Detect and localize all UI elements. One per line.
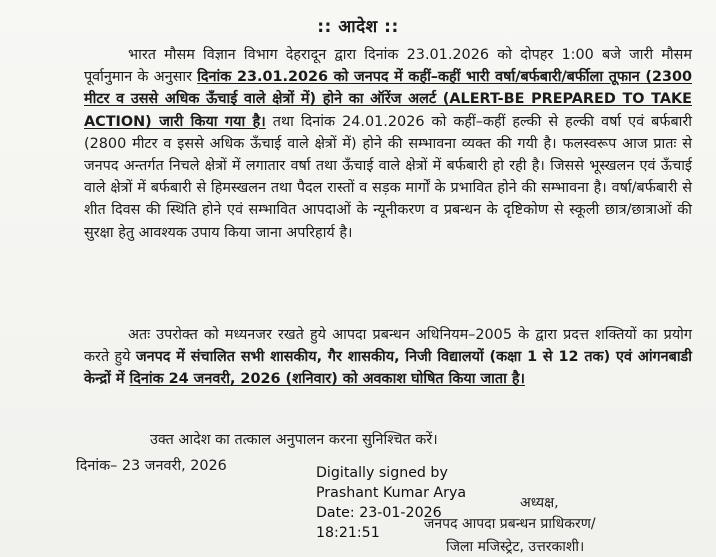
orange-alert-highlight: दिनांक 23.01.2026 को जनपद में कहीं–कहीं भारी वर्षा/बर्फबारी/बर्फीला तूफान (2300 मीटर व उससे अधिक ऊँचाई वाले क्षेत्रों में) होने का ऑरेंज अलर्ट (ALERT-BE PREPARED TO TAKE ACTION) जारी किया गया है। xyxy=(84,69,693,130)
designation-authority: जनपद आपदा प्रबन्धन प्राधिकरण/ xyxy=(424,516,596,532)
forecast-text-details: तथा दिनांक 24.01.2026 को कहीं–कहीं हल्की से हल्की वर्षा एवं बर्फबारी (2800 मीटर व इससे अधिक ऊँचाई वाले क्षेत्रों में) होने की सम्भावना व्यक्त की गयी है। फलस्वरूप आज प्रातः से जनपद अन्तर्गत निचले क्षेत्रों में लगातार वर्षा तथा ऊँचाई वाले क्षेत्रों में बर्फबारी हो रही है। जिससे भूस्खलन एवं ऊँचाई वाले क्षेत्रों में बर्फबारी से हिमस्खलन तथा पैदल रास्तों व सड़क मार्गों के प्रभावित होने की सम्भावना है। वर्षा/बर्फबारी से शीत दिवस की स्थिति होने एवं सम्भावित आपदाओं के न्यूनीकरण व प्रबन्धन के दृष्टिकोण से स्कूली छात्र/छात्राओं की सुरक्षा हेतु आवश्यक उपाय किया जाना अपरिहार्य है। xyxy=(84,113,693,241)
signer-name: Prashant Kumar Arya xyxy=(316,485,467,501)
designation-magistrate: जिला मजिस्ट्रेट, उत्तरकाशी। xyxy=(446,539,585,555)
order-date: दिनांक– 23 जनवरी, 2026 xyxy=(76,458,227,474)
order-text-intro: अतः उपरोक्त को मध्यनजर रखते हुये आपदा प्रबन्धन अधिनियम–2005 के द्वारा प्रदत्त शक्तियों का प्रयोग करते हुये xyxy=(84,327,692,366)
paragraph-forecast xyxy=(84,44,692,244)
forecast-text-intro: भारत मौसम विज्ञान विभाग देहरादून द्वारा दिनांक 23.01.2026 को दोपहर 1:00 बजे जारी मौसम पूर्वानुमान के अनुसार xyxy=(84,47,692,86)
signature-time: 18:21:51 xyxy=(316,525,380,541)
paragraph-order xyxy=(84,324,692,391)
signature-line-1: Digitally signed by xyxy=(316,465,448,481)
schools-bold: जनपद में संचालित सभी शासकीय, गैर शासकीय, निजी विद्यालयों (कक्षा 1 से 12 तक) एवं आंगनबाडी केन्द्रों में xyxy=(84,349,692,388)
designation-chairman: अध्यक्ष, xyxy=(520,495,559,511)
compliance-line: उक्त आदेश का तत्काल अनुपालन करना सुनिश्चित करें। xyxy=(150,432,438,448)
holiday-highlight: दिनांक 24 जनवरी, 2026 (शनिवार) को अवकाश घोषित किया जाता है। xyxy=(129,371,525,388)
signature-date: Date: 23-01-2026 xyxy=(316,505,442,521)
document-title: :: आदेश :: xyxy=(317,17,399,37)
